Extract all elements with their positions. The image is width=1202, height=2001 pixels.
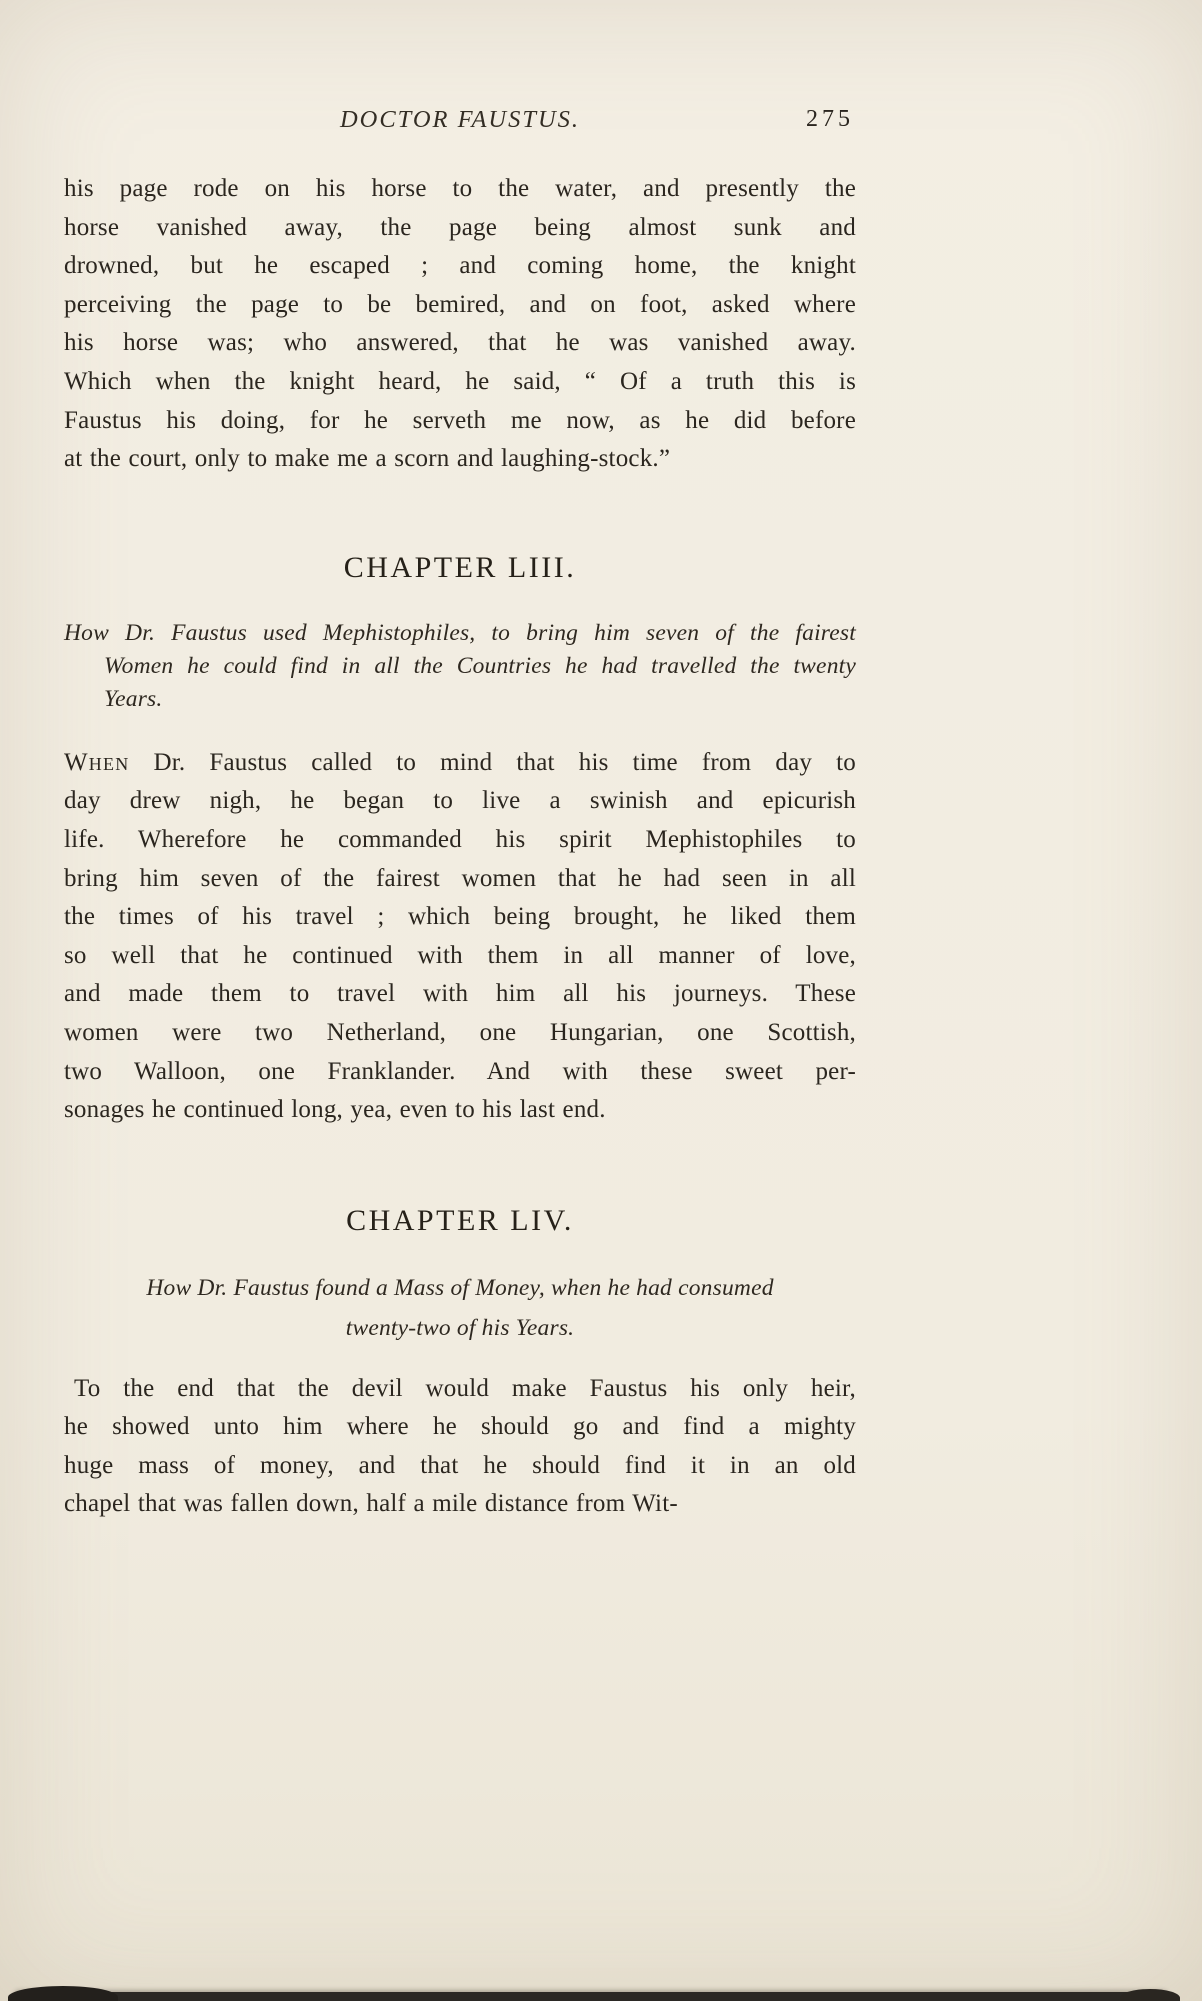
text-column <box>64 0 856 1524</box>
text-line: twenty-two of his Years. <box>345 1314 575 1341</box>
chapter-heading: CHAPTER LIII. <box>343 550 577 584</box>
text-line: horse vanished away, the page being almost sunk and <box>64 213 856 241</box>
text-line: and made them to travel with him all his journeys. These <box>64 980 856 1008</box>
running-header-title: DOCTOR FAUSTUS. <box>339 106 581 133</box>
text-line: so well that he continued with them in all manner of love, <box>64 941 856 969</box>
text-line: When Dr. Faustus called to mind that his time from day to <box>64 748 856 776</box>
text-line: chapel that was fallen down, half a mile distance from Wit- <box>64 1490 678 1518</box>
smallcaps-word: When <box>64 748 130 776</box>
running-header <box>64 0 856 136</box>
text-line: Women he could find in all the Countries he had travelled the twenty <box>104 652 856 679</box>
text-line: his page rode on his horse to the water, and presently the <box>64 175 856 202</box>
text-line: To the end that the devil would make Faustus his only heir, <box>74 1374 856 1402</box>
chapter-subtitle <box>64 617 856 716</box>
text-line: Which when the knight heard, he said, “ Of a truth this is <box>64 367 856 395</box>
text-line: two Walloon, one Franklander. And with these sweet per- <box>64 1057 856 1085</box>
page-content <box>64 170 856 1524</box>
text-line: sonages he continued long, yea, even to his last end. <box>64 1096 606 1124</box>
text-line: day drew nigh, he began to live a swinish and epicurish <box>64 787 856 815</box>
text-line: he showed unto him where he should go and find a mighty <box>64 1413 856 1441</box>
text-line: life. Wherefore he commanded his spirit Mephistophiles to <box>64 825 856 853</box>
text-line: How Dr. Faustus used Mephistophiles, to bring him seven of the fairest <box>64 619 856 646</box>
page-number: 275 <box>806 106 854 132</box>
body-paragraph <box>64 744 856 1130</box>
text-line: perceiving the page to be bemired, and on foot, asked where <box>64 290 856 318</box>
body-paragraph <box>64 170 856 479</box>
text-line: huge mass of money, and that he should find it in an old <box>64 1451 856 1479</box>
chapter-subtitle <box>64 1268 856 1348</box>
text-line: drowned, but he escaped ; and coming home, the knight <box>64 252 856 280</box>
text-line: How Dr. Faustus found a Mass of Money, when he had consumed <box>146 1274 774 1301</box>
text-line: Faustus his doing, for he serveth me now, as he did before <box>64 406 856 434</box>
text-line: at the court, only to make me a scorn and laughing-stock.” <box>64 445 671 473</box>
text-line: the times of his travel ; which being brought, he liked them <box>64 903 856 931</box>
text-line: bring him seven of the fairest women that he had seen in all <box>64 864 856 892</box>
text-line: his horse was; who answered, that he was vanished away. <box>64 329 856 357</box>
chapter-heading: CHAPTER LIV. <box>346 1203 574 1237</box>
scan-bottom-edge-artifact <box>14 1992 1168 2001</box>
text-line: women were two Netherland, one Hungarian, one Scottish, <box>64 1018 856 1046</box>
text-line: Years. <box>104 685 163 712</box>
body-paragraph <box>64 1370 856 1524</box>
